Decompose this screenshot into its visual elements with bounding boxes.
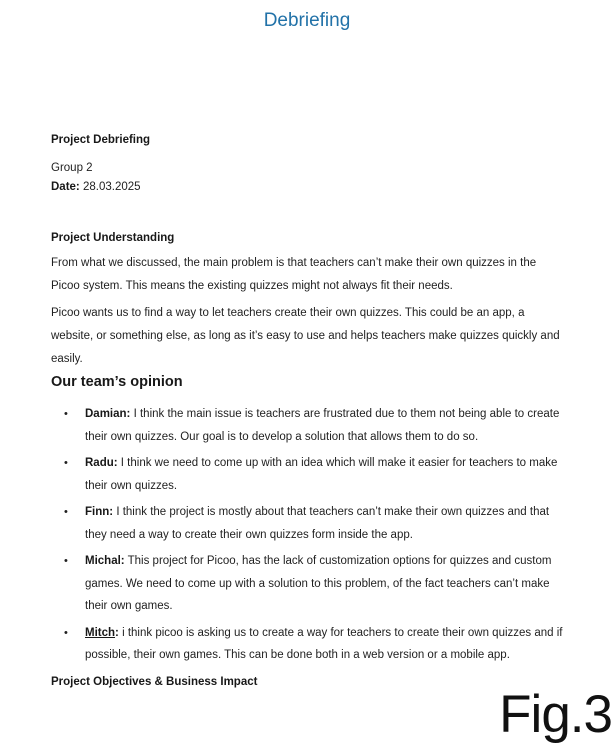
bullet-icon: • [64, 506, 68, 518]
meta-block [51, 159, 563, 197]
opinion-text: I think we need to come up with an idea which will make it easier for teachers to make their own quizzes. [85, 457, 558, 492]
opinion-item-mitch: • Mitch: i think picoo is asking us to create a way for teachers to create their own quizzes and if possible, their own games. This can be done both in a web version or a mobile app. [51, 622, 563, 667]
opinion-author: Finn [85, 506, 110, 518]
section-heading-project-understanding: Project Understanding [51, 232, 175, 244]
opinion-list [51, 403, 563, 667]
opinion-author: Mitch [85, 626, 116, 639]
figure-caption-label: Fig.3 [499, 685, 612, 744]
opinion-text: I think the main issue is teachers are frustrated due to them not being able to create their own quizzes. Our goal is to develop a solution that allows them to do so. [85, 408, 560, 443]
understanding-paragraph-2: Picoo wants us to find a way to let teachers create their own quizzes. This could be an app, a website, or something else, as long as it’s easy to use and helps teachers make quizzes quickly and easily. [51, 307, 560, 365]
document-title: Debriefing [263, 10, 351, 31]
opinion-author: Radu [85, 457, 114, 469]
opinion-text: i think picoo is asking us to create a way for teachers to create their own quizzes and if possible, their own games. This can be done both in a web version or a mobile app. [85, 626, 563, 661]
opinion-text: This project for Picoo, has the lack of customization options for quizzes and custom games. We need to come up with a solution to this problem, of the fact teachers can’t make their own games. [85, 555, 552, 612]
section-heading-team-opinion: Our team’s opinion [51, 374, 183, 390]
bullet-icon: • [64, 408, 68, 420]
document-body [51, 34, 563, 694]
bullet-icon: • [64, 626, 68, 639]
opinion-text: I think the project is mostly about that teachers can’t make their own quizzes and that they need a way to create their own quizzes form inside the app. [85, 506, 550, 541]
section-heading-project-objectives: Project Objectives & Business Impact [51, 675, 258, 688]
opinion-item-michal: • Michal: This project for Picoo, has the lack of customization options for quizzes and custom games. We need to come up with a solution to this problem, of the fact teachers can’t make their own games. [51, 550, 563, 618]
opinion-item-finn: • Finn: I think the project is mostly about that teachers can’t make their own quizzes and that they need a way to create their own quizzes form inside the app. [51, 501, 563, 546]
section-heading-project-debriefing: Project Debriefing [51, 134, 151, 146]
opinion-item-damian: • Damian: I think the main issue is teachers are frustrated due to them not being able to create their own quizzes. Our goal is to develop a solution that allows them to do so. [51, 403, 563, 448]
date-label: Date: [51, 181, 80, 193]
date-line [51, 178, 563, 197]
group-line: Group 2 [51, 162, 93, 174]
opinion-item-radu: • Radu: I think we need to come up with an idea which will make it easier for teachers to make their own quizzes. [51, 452, 563, 497]
opinion-author: Damian [85, 408, 127, 420]
bullet-icon: • [64, 457, 68, 469]
bullet-icon: • [64, 555, 68, 567]
understanding-paragraph-1: From what we discussed, the main problem is that teachers can’t make their own quizzes in the Picoo system. This means the existing quizzes might not always fit their needs. [51, 257, 537, 292]
opinion-author: Michal [85, 555, 121, 567]
date-value: 28.03.2025 [82, 181, 141, 193]
